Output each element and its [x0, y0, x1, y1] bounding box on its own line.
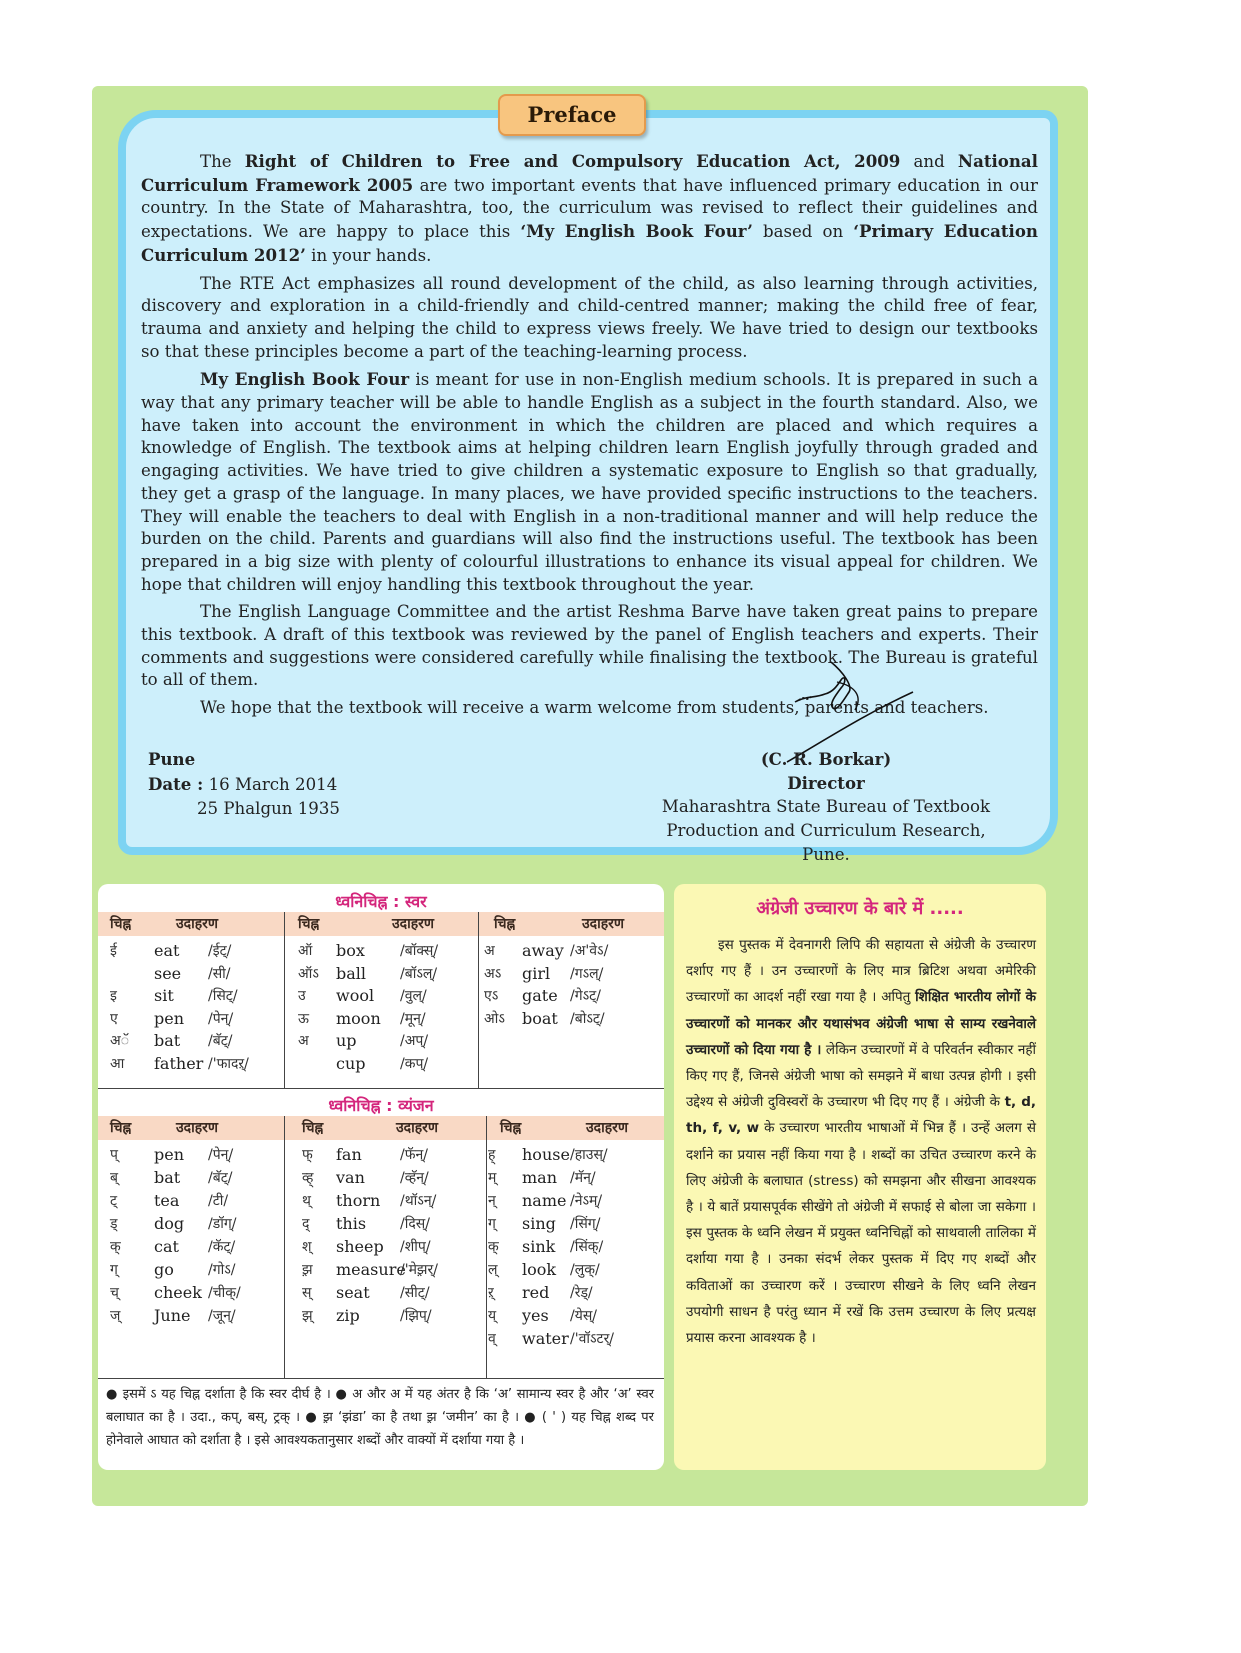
phonetic-symbol: फ् — [302, 1147, 313, 1163]
phonetic-symbol: ब् — [110, 1170, 118, 1186]
header-example: उदाहरण — [396, 1120, 439, 1136]
example-word: seat — [336, 1283, 370, 1302]
pronunciation: /कप्/ — [400, 1055, 429, 1072]
header-example: उदाहरण — [176, 916, 219, 932]
example-word: up — [336, 1031, 357, 1050]
phonetic-symbol: ओऽ — [484, 1010, 505, 1027]
example-word: thorn — [336, 1191, 381, 1210]
header-example: उदाहरण — [582, 916, 625, 932]
pronunciation: /सी/ — [208, 965, 231, 982]
signatory-name: (C. R. Borkar) — [760, 749, 892, 769]
example-word: look — [522, 1260, 557, 1279]
pronunciation: /सिट्/ — [208, 988, 238, 1004]
header-symbol: चिह्न — [500, 1120, 522, 1136]
example-word: sing — [522, 1214, 556, 1233]
example-word: away — [522, 941, 564, 960]
example-word: fan — [336, 1145, 362, 1164]
example-word: sit — [154, 986, 174, 1005]
preface-text: in your hands. — [305, 245, 432, 265]
preface-body — [141, 150, 1038, 725]
date-label: Date : — [148, 774, 204, 794]
pronunciation: /टी/ — [208, 1193, 229, 1209]
consonants-header-row — [98, 1116, 664, 1140]
header-example: उदाहरण — [586, 1120, 629, 1136]
signatory-block — [640, 747, 1012, 867]
example-word: cheek — [154, 1283, 202, 1302]
phonetic-symbol: क् — [110, 1239, 121, 1255]
phonetic-symbol: उ — [298, 988, 306, 1004]
preface-bold-text: My English Book Four — [200, 369, 410, 390]
phonetic-symbol: झ़ — [302, 1262, 313, 1278]
pronunciation: /बॅट्/ — [208, 1033, 233, 1049]
pronunciation-note-body — [686, 932, 1036, 1351]
example-word: father — [154, 1053, 204, 1073]
pronunciation: /बॉक्स्/ — [400, 943, 439, 959]
phonetic-symbol: इ — [110, 988, 117, 1004]
preface-title: Preface — [498, 94, 646, 136]
example-word: girl — [522, 963, 551, 983]
example-word: bat — [154, 1168, 181, 1187]
pronunciation: /व्हॅन्/ — [400, 1170, 429, 1186]
preface-text: based on — [752, 222, 854, 242]
example-word: water — [522, 1329, 569, 1348]
pronunciation: /पेन्/ — [208, 1147, 234, 1163]
example-word: man — [522, 1168, 558, 1187]
column-divider — [284, 912, 285, 1088]
phonetic-symbol: ऊ — [298, 1010, 309, 1027]
example-word: pen — [154, 1145, 185, 1164]
phonetic-symbol: ए — [110, 1010, 118, 1027]
pronunciation: /गऽल्/ — [570, 965, 604, 982]
phonetic-symbol: ल् — [488, 1262, 498, 1278]
example-word: red — [522, 1283, 550, 1302]
preface-text: are two important events that have influenced primary education in our country. In the State of Maharashtra, too, the curriculum was revised to reflect their guidelines and expectations. We are happy to place this — [141, 175, 1038, 242]
phonetic-symbol: व्ह् — [302, 1170, 314, 1186]
example-word: pen — [154, 1008, 185, 1028]
pronunciation: /गोऽ/ — [208, 1262, 236, 1278]
section-divider — [98, 1088, 664, 1089]
pronunciation: /शीप्/ — [400, 1239, 431, 1255]
preface-text: is meant for use in non-English medium schools. It is prepared in such a way that any primary teacher will be able to handle English as a subject in the fourth standard. Also, we have taken into account the environment in which the children are placed and which requires a knowledge of English. The textbook aims at helping children learn English joyfully through graded and engaging activities. We have tried to give children a systematic exposure to English so that gradually, they get a grasp of the language. In many places, we have provided specific instructions to the teachers. They will enable the teachers to deal with English in a non-traditional manner and will help reduce the burden on the child. Parents and guardians will also find the instructions useful. The textbook has been prepared in a big size with plenty of colourful illustrations to enhance its visual appeal for children. We hope that children will enjoy handling this textbook throughout the year. — [141, 370, 1038, 594]
date: 16 March 2014 — [208, 775, 338, 794]
preface-text: We hope that the textbook will receive a warm welcome from students, parents and teachers. — [200, 698, 989, 718]
phonetic-symbol: ड् — [110, 1216, 118, 1232]
pronunciation: /अप्/ — [400, 1033, 429, 1049]
column-divider — [478, 912, 479, 1088]
pronunciation: /चीक्/ — [208, 1285, 241, 1301]
column-divider — [486, 1116, 487, 1378]
note-text: लेकिन उच्चारणों में वे परिवर्तन स्वीकार नहीं किए गए हैं, जिनसे अंग्रेजी भाषा को समझने में बाधा उत्पन्न होगी । इसी उद्देश्य से अंग्रेजी दुविस्वरों के उच्चारण भी दिए गए हैं । अंग्रेजी के — [686, 1041, 1036, 1111]
example-word: gate — [522, 986, 558, 1005]
pronunciation: /मून्/ — [400, 1010, 426, 1027]
organization-line-1: Maharashtra State Bureau of Textbook — [661, 797, 991, 816]
pronunciation: /मॅन्/ — [570, 1170, 596, 1186]
phonetic-symbols-table — [98, 884, 664, 1470]
phonetic-symbol: ऑऽ — [298, 965, 319, 982]
place-date-block — [148, 747, 340, 821]
header-example: उदाहरण — [392, 916, 435, 932]
pronunciation: /'मेझ़र्/ — [400, 1262, 438, 1278]
phonetic-symbol: अ — [298, 1033, 309, 1049]
example-word: sink — [522, 1237, 556, 1256]
column-divider — [284, 1116, 285, 1378]
example-word: yes — [522, 1306, 549, 1325]
phonetic-symbol: ग् — [488, 1216, 496, 1232]
preface-paragraph — [141, 273, 1038, 364]
phonetic-symbol: ई — [110, 943, 117, 959]
phonetic-symbol: ट् — [110, 1193, 118, 1209]
phonetic-symbol: ऱ् — [488, 1285, 494, 1301]
organization-line-2: Production and Curriculum Research, Pune. — [666, 821, 986, 864]
phonetic-symbol: म् — [488, 1170, 497, 1186]
pronunciation: /झिप्/ — [400, 1308, 432, 1324]
pronunciation: /सीट्/ — [400, 1285, 430, 1301]
preface-text: The — [200, 152, 245, 171]
preface-bold-text: National Curriculum Framework 2005 — [141, 151, 1038, 195]
example-word: cat — [154, 1237, 179, 1256]
example-word: wool — [336, 986, 375, 1005]
example-word: June — [154, 1306, 191, 1325]
pronunciation: /पेन्/ — [208, 1010, 234, 1027]
phonetic-symbol: अ — [484, 943, 495, 959]
example-word: cup — [336, 1053, 366, 1073]
pronunciation: /ईट्/ — [208, 943, 232, 959]
pronunciation: /सिंग्/ — [570, 1216, 601, 1232]
phonetic-symbol: एऽ — [484, 988, 499, 1004]
preface-text: The English Language Committee and the artist Reshma Barve have taken great pains to prepare this textbook. A draft of this textbook was reviewed by the panel of English teachers and experts. Their comments and suggestions were considered carefully while finalising the textbook. The Bureau is grateful to all of them. — [141, 602, 1038, 690]
preface-bold-text: Right of Children to Free and Compulsory Education Act, 2009 — [244, 151, 901, 171]
example-word: see — [154, 963, 182, 983]
preface-bold-text: ‘Primary Education Curriculum 2012’ — [141, 221, 1038, 265]
phonetic-notes: ● इसमें ऽ यह चिह्न दर्शाता है कि स्वर दीर्घ है । ● अ और अ में यह अंतर है कि ‘अ’ सामान्य स्वर है और ‘अ’ स्वर बलाघात का है । उदा., कप्, बस्, ट्रक् । ● झ़ ‘झंडा’ का है तथा झ़ ‘जमीन’ का है । ● ( ' ) यह चिह्न शब्द पर होनेवाले आघात को दर्शाता है । इसे आवश्यकतानुसार शब्दों और वाक्यों में दर्शाया गया है । — [106, 1387, 654, 1448]
phonetic-symbol: ह् — [488, 1147, 496, 1163]
phonetic-symbol: ज् — [110, 1308, 121, 1324]
pronunciation: /बॉऽल्/ — [400, 965, 438, 982]
date-saka: 25 Phalgun 1935 — [197, 799, 340, 818]
phonetic-symbol: श् — [302, 1239, 312, 1255]
preface-paragraph — [141, 150, 1038, 268]
pronunciation-note-panel — [674, 884, 1046, 1470]
pronunciation: /बॅट्/ — [208, 1170, 233, 1186]
phonetic-symbol: य् — [488, 1308, 497, 1324]
header-symbol: चिह्न — [298, 916, 320, 932]
pronunciation: /गेऽट्/ — [570, 988, 601, 1004]
pronunciation: /बोऽट्/ — [570, 1010, 605, 1027]
preface-text: The RTE Act emphasizes all round development of the child, as also learning through activities, discovery and exploration in a child-friendly and child-centred manner; making the child free of fear, trauma and anxiety and helping the child to express views freely. We have tried to design our textbooks so that these principles become a part of the teaching-learning process. — [141, 273, 1038, 361]
example-word: house — [522, 1145, 570, 1164]
phonetic-symbol: आ — [110, 1055, 125, 1072]
phonetic-symbol: ऑ — [298, 943, 313, 959]
place: Pune — [148, 749, 196, 769]
notes-divider — [98, 1378, 664, 1379]
note-text: के उच्चारण भारतीय भाषाओं में भिन्न हैं । उन्हें अलग से दर्शाने का प्रयास नहीं किया गया है । शब्दों का उचित उच्चारण करने के लिए अंग्रेजी के बलाघात (stress) को समझना और सीखना आवश्यक है । ये बातें प्रयासपूर्वक सीखेंगे तो अंग्रेजी में सफाई से बोला जा सकेगा । इस पुस्तक के ध्वनि लेखन में प्रयुक्त ध्वनिचिह्नों को साथवाली तालिका में दर्शाया गया है । उनका संदर्भ लेकर पुस्तक में दिए गए शब्दों और कविताओं का उच्चारण करें । उच्चारण सीखने के लिए ध्वनि लेखन उपयोगी साधन है परंतु ध्यान में रखें कि उत्तम उच्चारण के लिए प्रत्यक्ष प्रयास करना आवश्यक है । — [686, 1120, 1036, 1347]
note-bold-text: t, d, th, f, v, w — [686, 1094, 1036, 1137]
consonants-title: ध्वनिचिह्न : व्यंजन — [328, 1096, 434, 1115]
pronunciation: /रेड्/ — [570, 1285, 593, 1301]
pronunciation-note-title: अंग्रेजी उच्चारण के बारे में ..... — [756, 898, 964, 919]
example-word: bat — [154, 1031, 181, 1050]
preface-bold-text: ‘My English Book Four’ — [520, 221, 753, 242]
header-symbol: चिह्न — [110, 1120, 132, 1136]
preface-paragraph — [141, 368, 1038, 596]
signatory-title: Director — [787, 773, 865, 793]
header-symbol: चिह्न — [302, 1120, 324, 1136]
example-word: tea — [154, 1191, 180, 1210]
pronunciation: /'वॉऽटर्/ — [570, 1331, 615, 1347]
phonetic-symbol: च् — [110, 1285, 119, 1301]
pronunciation: /सिंक्/ — [570, 1239, 604, 1255]
phonetic-symbol: क् — [488, 1239, 499, 1255]
example-word: ball — [336, 963, 367, 983]
example-word: boat — [522, 1008, 558, 1028]
phonetic-symbol: अॅ — [110, 1033, 130, 1049]
phonetic-symbol: थ् — [302, 1193, 311, 1209]
preface-text: and — [900, 152, 958, 171]
example-word: eat — [154, 941, 180, 960]
phonetic-symbol: स् — [302, 1285, 312, 1301]
vowels-header-row — [98, 912, 664, 936]
pronunciation: /थॉऽन्/ — [400, 1193, 437, 1209]
pronunciation: /वुल्/ — [400, 988, 427, 1004]
pronunciation: /येस्/ — [570, 1308, 598, 1324]
pronunciation: /हाउस्/ — [570, 1147, 608, 1163]
note-text: इस पुस्तक में देवनागरी लिपि की सहायता से अंग्रेजी के उच्चारण दर्शाए गए हैं । उन उच्चारणों के लिए मात्र ब्रिटिश अथवा अमेरिकी उच्चारणों का आदर्श नहीं रखा गया है । अपितु — [686, 937, 1036, 1006]
example-word: box — [336, 941, 365, 960]
header-example: उदाहरण — [176, 1120, 219, 1136]
pronunciation: /लुक्/ — [570, 1262, 600, 1278]
phonetic-symbol: द् — [302, 1216, 310, 1232]
example-word: dog — [154, 1214, 185, 1233]
example-word: measure — [336, 1260, 406, 1279]
pronunciation: /फॅन्/ — [400, 1147, 428, 1163]
phonetic-symbol: न् — [488, 1193, 496, 1209]
pronunciation: /डॉग्/ — [208, 1216, 237, 1232]
pronunciation: /कॅट्/ — [208, 1239, 236, 1255]
pronunciation: /अ'वेऽ/ — [570, 943, 609, 959]
phonetic-symbol: व् — [488, 1331, 496, 1347]
example-word: go — [154, 1260, 174, 1279]
pronunciation: /दिस्/ — [400, 1216, 430, 1232]
pronunciation: /नेऽम्/ — [570, 1193, 603, 1209]
example-word: zip — [336, 1306, 360, 1325]
phonetic-symbol: ग् — [110, 1262, 118, 1278]
example-word: name — [522, 1191, 567, 1210]
header-symbol: चिह्न — [494, 916, 516, 932]
phonetic-symbol: प् — [110, 1147, 118, 1163]
phonetic-symbol: झ् — [302, 1308, 313, 1324]
header-symbol: चिह्न — [110, 916, 132, 932]
example-word: this — [336, 1214, 367, 1233]
note-bold-text: शिक्षित भारतीय लोगों के उच्चारणों को मानकर और यथासंभव अंग्रेजी भाषा से साम्य रखनेवाले उच्चारणों को दिया गया है । — [686, 989, 1036, 1058]
pronunciation: /'फादऱ्/ — [208, 1055, 249, 1072]
example-word: van — [336, 1168, 365, 1187]
pronunciation: /जून्/ — [208, 1308, 236, 1324]
phonetic-symbol: अऽ — [484, 965, 502, 982]
example-word: moon — [336, 1008, 381, 1028]
vowels-title: ध्वनिचिह्न : स्वर — [335, 892, 427, 911]
example-word: sheep — [336, 1237, 384, 1256]
